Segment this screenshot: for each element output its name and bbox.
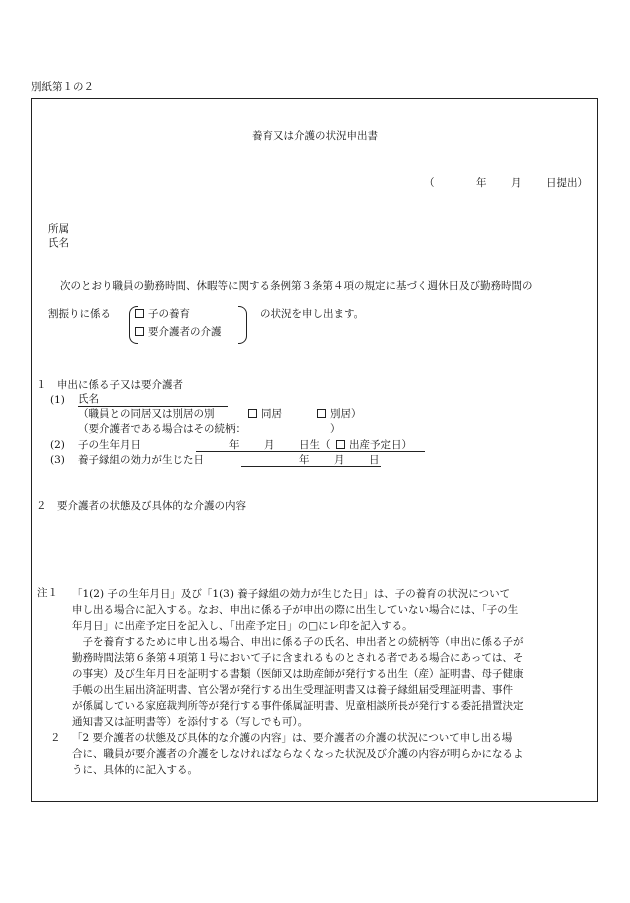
adopt-month: 月 xyxy=(334,454,345,466)
option-separate[interactable]: 別居） xyxy=(317,409,362,420)
checkbox[interactable] xyxy=(135,309,144,318)
note2-label: ２ xyxy=(50,732,61,744)
checkbox[interactable] xyxy=(336,440,345,449)
note2-line: 合に、職員が要介護者の介護をしなければならなくなった状況及び介護の内容が明らかになるよ xyxy=(72,748,524,760)
item3-number: (3) xyxy=(50,454,65,466)
checkbox[interactable] xyxy=(135,327,144,336)
option-cohabit[interactable]: 同居 xyxy=(248,409,282,420)
note1-line: 子を養育するために申し出る場合、申出に係る子の氏名、申出者との続柄等（申出に係る子が xyxy=(72,636,524,648)
child-name-field[interactable] xyxy=(78,394,228,407)
birth-year: 年 xyxy=(229,439,240,451)
intro-prefix: 割振りに係る xyxy=(48,308,111,320)
note1-line: 通知書又は証明書等）を添付する（写しでも可）。 xyxy=(72,716,309,728)
birth-day: 日生（ xyxy=(299,439,331,451)
checkbox[interactable] xyxy=(317,409,326,418)
note1-line: 勤務時間法第６条第４項第１号において子に含まれるものとされる者である場合にあっては、そ xyxy=(72,652,524,664)
option-child-care[interactable]: 子の養育 xyxy=(135,309,190,320)
relation-label: （要介護者である場合はその続柄： xyxy=(78,423,246,435)
adoption-underline xyxy=(241,465,381,467)
date-year: 年 xyxy=(476,177,487,189)
intro-line1: 次のとおり職員の勤務時間、休暇等に関する条例第３条第４項の規定に基づく週休日及び勤務時間の xyxy=(60,280,533,292)
note1-line: 手帳の出生届出済証明書、官公署が発行する出生受理証明書又は養子縁組届受理証明書、事件 xyxy=(72,684,513,696)
note1-line: 年月日」に出産予定日を記入し、「出産予定日」の□にレ印を記入する。 xyxy=(72,620,413,632)
item1-number: (1) xyxy=(50,394,65,406)
name-label: 氏名 xyxy=(48,237,69,249)
adoption-date-label: 養子縁組の効力が生じた日 xyxy=(78,454,204,466)
child-name-label: 氏名 xyxy=(78,393,99,405)
section2-heading: ２ 要介護者の状態及び具体的な介護の内容 xyxy=(36,500,246,512)
note2-line: うに、具体的に記入する。 xyxy=(72,764,198,776)
birth-month: 月 xyxy=(264,439,275,451)
section1-heading: １ 申出に係る子又は要介護者 xyxy=(36,379,183,391)
date-month: 月 xyxy=(511,177,522,189)
note1-line: が係属している家庭裁判所等が発行する事件係属証明書、児童相談所長が発行する委託措置決定 xyxy=(72,700,524,712)
option-nursing-care[interactable]: 要介護者の介護 xyxy=(135,327,222,338)
cohabit-label: （職員との同居又は別居の別 xyxy=(78,408,215,420)
birthdate-label: 子の生年月日 xyxy=(78,439,141,451)
relation-close: ） xyxy=(330,423,341,435)
attachment-label: 別紙第１の２ xyxy=(31,81,94,93)
option-expected-date[interactable]: 出産予定日） xyxy=(336,440,412,451)
form-title: 養育又は介護の状況申出書 xyxy=(252,130,378,142)
intro-suffix: の状況を申し出ます。 xyxy=(260,308,365,320)
date-open: （ xyxy=(424,177,435,189)
date-day: 日提出） xyxy=(546,177,588,189)
note1-line: 申し出る場合に記入する。なお、申出に係る子が申出の際に出生していない場合には、「子の生 xyxy=(72,604,519,616)
affiliation-label: 所属 xyxy=(48,223,69,235)
note1-line: 「1(2) 子の生年月日」及び「1(3) 養子縁組の効力が生じた日」は、子の養育の状況について xyxy=(72,588,511,600)
right-bracket xyxy=(238,306,247,344)
adopt-year: 年 xyxy=(299,454,310,466)
checkbox[interactable] xyxy=(248,409,257,418)
note1-line: の事実）及び生年月日を証明する書類（医師又は助産師が発行する出生（産）証明書、母子健康 xyxy=(72,668,524,680)
adopt-day: 日 xyxy=(369,454,380,466)
item2-number: (2) xyxy=(50,439,65,451)
note2-line: 「2 要介護者の状態及び具体的な介護の内容」は、要介護者の介護の状況について申し出る場 xyxy=(72,732,513,744)
note1-label: 注１ xyxy=(37,587,58,599)
